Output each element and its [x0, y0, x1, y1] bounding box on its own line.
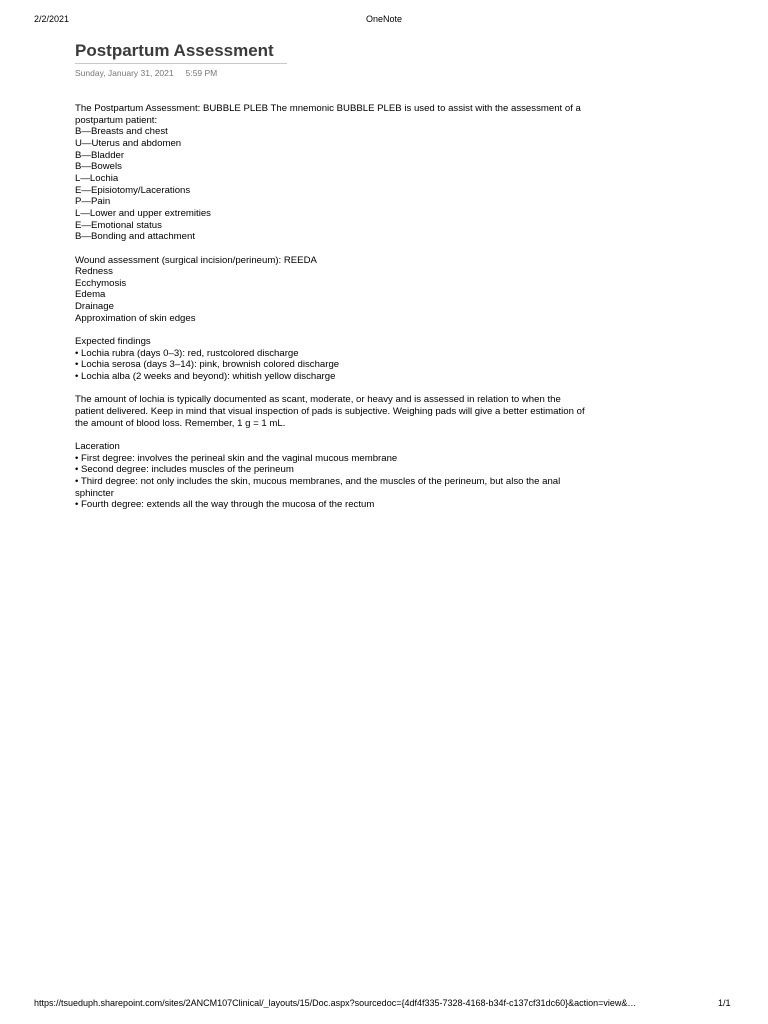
list-item: • Lochia serosa (days 3–14): pink, brownish colored discharge	[75, 359, 340, 371]
list-item: • Fourth degree: extends all the way through the mucosa of the rectum	[75, 499, 375, 511]
list-item: L—Lochia	[75, 172, 119, 184]
list-item: Edema	[75, 289, 106, 301]
page-number: 1/1	[718, 998, 731, 1008]
spacer	[75, 243, 585, 255]
note-time: 5:59 PM	[185, 68, 218, 78]
list-item: L—Lower and upper extremities	[75, 207, 211, 219]
print-app-name: OneNote	[365, 14, 403, 24]
intro-paragraph: The Postpartum Assessment: BUBBLE PLEB The mnemonic BUBBLE PLEB is used to assist with the assessment of a postpartum patient:	[75, 103, 581, 126]
note-date: Sunday, January 31, 2021	[75, 68, 174, 78]
list-item: P—Pain	[75, 196, 111, 208]
bubble-pleb-list	[75, 126, 585, 243]
spacer	[75, 324, 585, 336]
title-divider	[75, 63, 287, 64]
reeda-list	[75, 266, 585, 324]
wound-heading: Wound assessment (surgical incision/perineum): REEDA	[75, 254, 317, 266]
list-item: • First degree: involves the perineal skin and the vaginal mucous membrane	[75, 452, 398, 464]
note-body	[75, 103, 585, 511]
list-item: Drainage	[75, 301, 114, 313]
page-title: Postpartum Assessment	[75, 41, 274, 60]
lochia-paragraph: The amount of lochia is typically documented as scant, moderate, or heavy and is assessed in relation to when the patient delivered. Keep in mind that visual inspection of pads is subjective. Weighing pads will give a better estimation of the amount of blood loss. Remember, 1 g = 1 mL.	[75, 394, 585, 429]
laceration-heading: Laceration	[75, 440, 120, 452]
list-item: U—Uterus and abdomen	[75, 137, 182, 149]
spacer	[75, 429, 585, 441]
laceration-list	[75, 453, 585, 511]
list-item: • Lochia alba (2 weeks and beyond): whitish yellow discharge	[75, 371, 336, 383]
print-date: 2/2/2021	[34, 14, 70, 24]
expected-findings-list	[75, 348, 585, 383]
list-item: • Third degree: not only includes the skin, mucous membranes, and the muscles of the perineum, but also the anal sphincter	[75, 475, 561, 499]
list-item: Approximation of skin edges	[75, 312, 196, 324]
list-item: • Second degree: includes muscles of the perineum	[75, 464, 294, 476]
note-timestamp	[75, 68, 595, 79]
print-footer	[0, 998, 768, 1010]
page-url: https://tsueduph.sharepoint.com/sites/2ANCM107Clinical/_layouts/15/Doc.aspx?sourcedoc={4df4f335-7328-4168-b34f-c137cf31dc60}&action=view&…	[34, 998, 637, 1008]
list-item: B—Breasts and chest	[75, 126, 168, 138]
list-item: B—Bowels	[75, 161, 122, 173]
list-item: E—Episiotomy/Lacerations	[75, 184, 191, 196]
list-item: • Lochia rubra (days 0–3): red, rustcolored discharge	[75, 347, 299, 359]
list-item: E—Emotional status	[75, 219, 162, 231]
note-header	[75, 40, 595, 79]
list-item: B—Bladder	[75, 149, 125, 161]
list-item: Redness	[75, 266, 113, 278]
list-item: B—Bonding and attachment	[75, 231, 196, 243]
print-header	[0, 14, 768, 26]
expected-heading: Expected findings	[75, 336, 151, 348]
list-item: Ecchymosis	[75, 277, 127, 289]
spacer	[75, 383, 585, 395]
